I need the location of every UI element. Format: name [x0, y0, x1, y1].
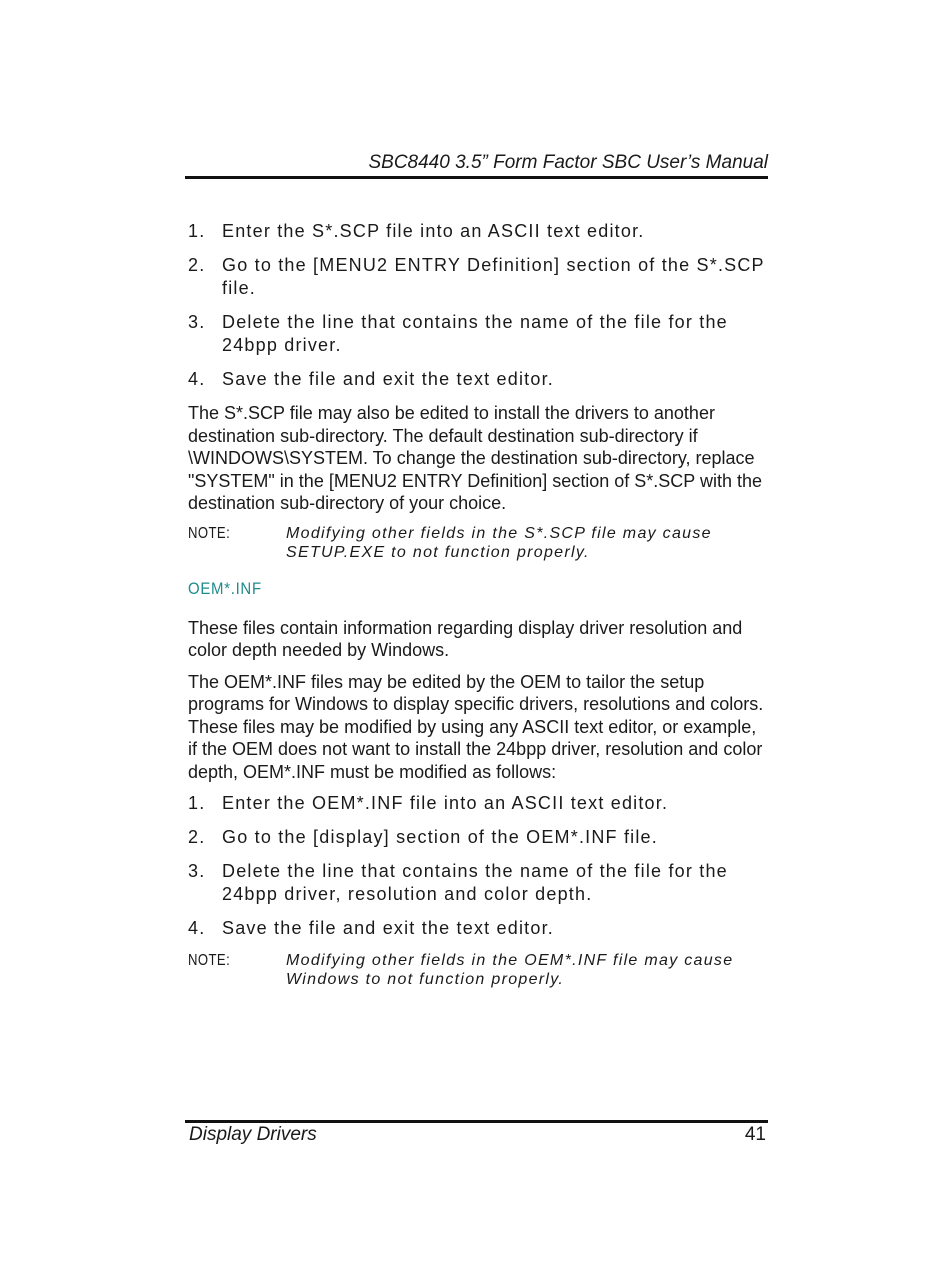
list-number: 3.: [188, 312, 206, 332]
list-number: 3.: [188, 861, 206, 881]
list-number: 2.: [188, 827, 206, 847]
list-text: Enter the S*.SCP file into an ASCII text editor.: [222, 221, 645, 241]
section-heading-oem-inf: OEM*.INF: [188, 578, 262, 598]
list-text: Go to the [MENU2 ENTRY Definition] section of the S*.SCP file.: [222, 255, 765, 298]
list-item: [188, 254, 768, 300]
list-number: 1.: [188, 221, 206, 241]
oem-intro-paragraph: These files contain information regarding display driver resolution and color depth needed by Windows.: [188, 617, 743, 660]
page-content: [188, 220, 768, 1005]
page-number: 41: [744, 1124, 766, 1145]
list-item: [188, 368, 768, 391]
list-text: Delete the line that contains the name of the file for the 24bpp driver, resolution and color depth.: [222, 861, 728, 904]
list-number: 2.: [188, 255, 206, 275]
scp-destination-paragraph: The S*.SCP file may also be edited to install the drivers to another destination sub-directory. The default destination sub-directory if \WINDOWS\SYSTEM. To change the destination sub-directory, replace "SYSTEM" in the [MENU2 ENTRY Definition] section of S*.SCP with the destination sub-directory of your choice.: [188, 403, 763, 513]
list-item: [188, 792, 768, 815]
list-item: [188, 826, 768, 849]
note-label: NOTE:: [188, 952, 231, 969]
scp-steps-list: [188, 220, 768, 391]
oem-modify-paragraph: The OEM*.INF files may be edited by the OEM to tailor the setup programs for Windows to display specific drivers, resolutions and colors. These files may be modified by using any ASCII text editor, or example, if the OEM does not want to install the 24bpp driver, resolution and color depth, OEM*.INF must be modified as follows:: [188, 671, 764, 782]
list-text: Delete the line that contains the name of the file for the 24bpp driver.: [222, 312, 728, 355]
note-oem: [188, 951, 768, 989]
oem-steps-list: [188, 792, 768, 940]
list-text: Save the file and exit the text editor.: [222, 918, 554, 938]
header-rule: [185, 176, 768, 179]
running-header: SBC8440 3.5” Form Factor SBC User’s Manual: [368, 152, 768, 173]
list-item: [188, 220, 768, 243]
list-item: [188, 860, 768, 906]
list-text: Go to the [display] section of the OEM*.INF file.: [222, 827, 658, 847]
list-number: 1.: [188, 793, 206, 813]
list-item: [188, 917, 768, 940]
list-text: Enter the OEM*.INF file into an ASCII text editor.: [222, 793, 669, 813]
list-item: [188, 311, 768, 357]
list-text: Save the file and exit the text editor.: [222, 369, 554, 389]
note-label: NOTE:: [188, 524, 231, 542]
note-text: Modifying other fields in the OEM*.INF file may cause Windows to not function properly.: [286, 952, 734, 988]
list-number: 4.: [188, 918, 206, 938]
note-text: Modifying other fields in the S*.SCP file may cause SETUP.EXE to not function properly.: [286, 524, 712, 561]
footer-section-title: Display Drivers: [189, 1124, 317, 1145]
note-scp: [188, 524, 768, 562]
list-number: 4.: [188, 369, 206, 389]
